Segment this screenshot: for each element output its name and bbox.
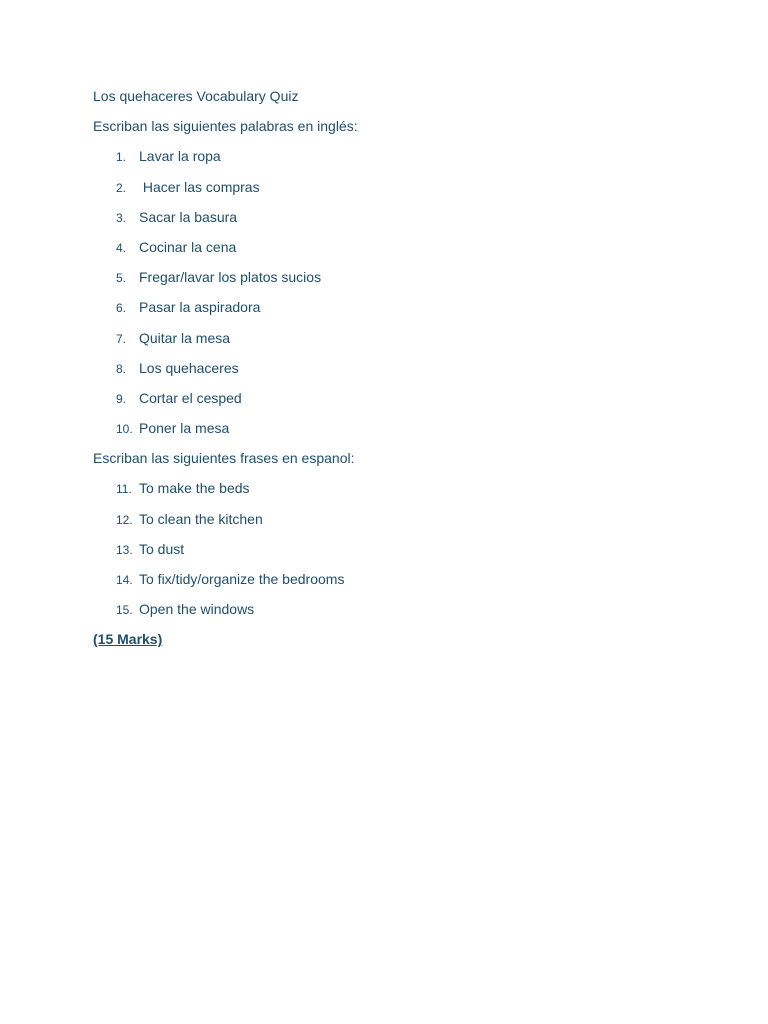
item-text: Cocinar la cena xyxy=(139,238,237,255)
list-item xyxy=(93,358,693,388)
item-number: 2. xyxy=(116,180,127,195)
list-item xyxy=(93,328,693,358)
item-number: 10. xyxy=(116,422,133,437)
item-number: 6. xyxy=(116,301,127,316)
document-page xyxy=(93,86,693,660)
item-number: 15. xyxy=(116,603,133,618)
item-text: To fix/tidy/organize the bedrooms xyxy=(139,571,345,587)
item-text: Fregar/lavar los platos sucios xyxy=(139,269,322,286)
list-item xyxy=(93,146,693,176)
list-item xyxy=(93,237,693,267)
list-item xyxy=(93,509,693,539)
list-item xyxy=(93,418,693,448)
item-text: To dust xyxy=(139,540,185,557)
list-item xyxy=(93,539,693,569)
item-number: 13. xyxy=(116,542,133,557)
marks-total: (15 Marks) xyxy=(93,631,163,648)
list-item xyxy=(93,478,693,508)
item-number: 3. xyxy=(116,210,127,225)
item-number: 12. xyxy=(116,512,133,527)
item-text: Sacar la basura xyxy=(139,208,238,225)
list-item xyxy=(93,569,693,599)
list-item xyxy=(93,207,693,237)
item-text: To make the beds xyxy=(139,480,250,497)
item-text: Quitar la mesa xyxy=(139,329,231,346)
item-number: 8. xyxy=(116,361,127,376)
item-text: Pasar la aspiradora xyxy=(139,299,261,316)
item-number: 4. xyxy=(116,240,127,255)
item-text: Los quehaceres xyxy=(139,359,239,376)
list-item xyxy=(93,297,693,327)
item-number: 11. xyxy=(116,482,132,497)
item-number: 1. xyxy=(116,150,127,165)
item-number: 7. xyxy=(116,331,127,346)
item-text: Poner la mesa xyxy=(139,420,230,437)
section1-instruction: Escriban las siguientes palabras en inglés: xyxy=(93,118,358,135)
list-item xyxy=(93,599,693,629)
item-text: To clean the kitchen xyxy=(139,510,263,527)
item-number: 14. xyxy=(116,573,133,587)
item-number: 9. xyxy=(116,391,127,406)
list-item xyxy=(93,177,693,207)
item-text: Cortar el cesped xyxy=(139,389,242,406)
item-text: Hacer las compras xyxy=(139,178,260,195)
section2-instruction: Escriban las siguientes frases en espanol: xyxy=(93,450,355,467)
quiz-title: Los quehaceres Vocabulary Quiz xyxy=(93,88,299,104)
item-number: 5. xyxy=(116,271,127,286)
item-text: Lavar la ropa xyxy=(139,148,221,165)
list-item xyxy=(93,267,693,297)
list-item xyxy=(93,388,693,418)
item-text: Open the windows xyxy=(139,601,255,618)
